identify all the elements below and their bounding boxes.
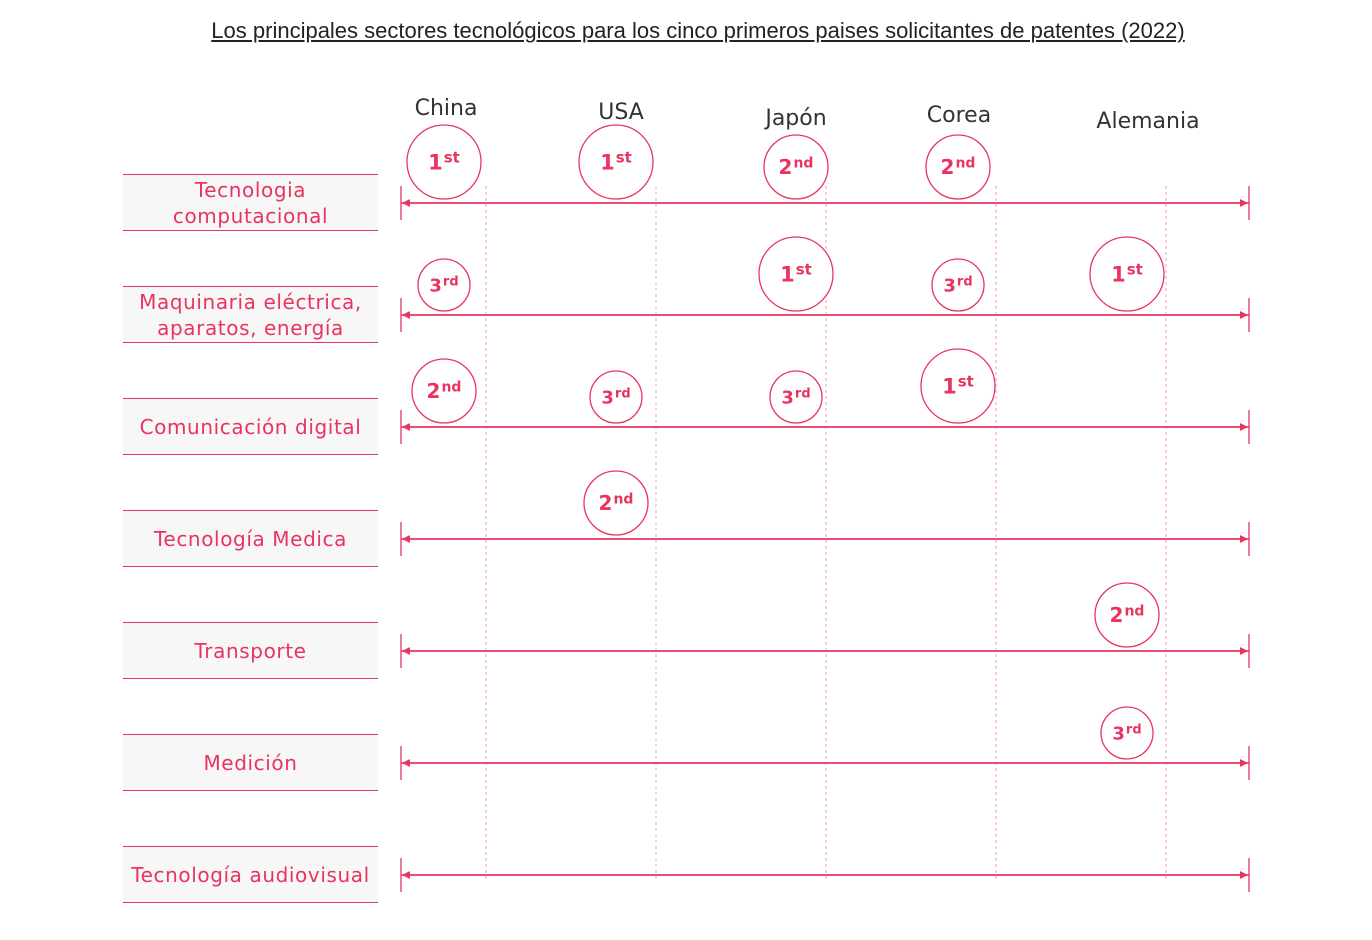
column-label-alemania: Alemania: [1096, 109, 1200, 134]
row-line-0: [401, 186, 1249, 220]
rank-badge-alemania-1: [1090, 237, 1164, 311]
rank-badge-usa-2: [590, 371, 642, 423]
svg-text:3rd: 3rd: [601, 386, 631, 409]
column-label-japon: Japón: [765, 106, 827, 131]
svg-text:3rd: 3rd: [1112, 722, 1142, 745]
rank-badge-japón-1: [759, 237, 833, 311]
row-line-6: [401, 858, 1249, 892]
rank-badge-alemania-5: [1101, 707, 1153, 759]
rank-badge-corea-1: [932, 259, 984, 311]
rank-badge-japón-0: [764, 135, 828, 199]
rank-badge-usa-3: [584, 471, 648, 535]
svg-text:1st: 1st: [600, 148, 632, 175]
chart-title: Los principales sectores tecnológicos para los cinco primeros paises solicitantes de patentes (2022): [211, 18, 1185, 43]
column-label-corea: Corea: [926, 103, 992, 128]
row-label-medicion: Medición: [123, 734, 378, 791]
row-label-maquinaria-electrica: Maquinaria eléctrica, aparatos, energía: [123, 286, 378, 343]
rank-badge-china-2: [412, 359, 476, 423]
row-line-2: [401, 410, 1249, 444]
rank-badge-corea-2: [921, 349, 995, 423]
svg-text:1st: 1st: [1111, 260, 1143, 287]
svg-text:3rd: 3rd: [429, 274, 459, 297]
svg-text:1st: 1st: [942, 372, 974, 399]
row-label-tecnologia-medica: Tecnología Medica: [123, 510, 378, 567]
column-label-china: China: [414, 96, 478, 121]
rank-badge-china-1: [418, 259, 470, 311]
rank-badge-usa-0: [579, 125, 653, 199]
rank-badges: [407, 125, 1164, 759]
row-label-tecnologia-audiovisual: Tecnología audiovisual: [123, 846, 378, 903]
row-label-comunicacion-digital: Comunicación digital: [123, 398, 378, 455]
svg-text:1st: 1st: [780, 260, 812, 287]
row-line-3: [401, 522, 1249, 556]
row-label-tecnologia-computacional: Tecnologia computacional: [123, 174, 378, 231]
svg-text:2nd: 2nd: [426, 379, 462, 403]
column-label-usa: USA: [598, 100, 644, 125]
svg-text:2nd: 2nd: [1109, 603, 1145, 627]
rank-badge-china-0: [407, 125, 481, 199]
svg-text:3rd: 3rd: [781, 386, 811, 409]
svg-text:2nd: 2nd: [778, 155, 814, 179]
svg-text:2nd: 2nd: [940, 155, 976, 179]
svg-text:1st: 1st: [428, 148, 460, 175]
svg-text:2nd: 2nd: [598, 491, 634, 515]
rank-badge-corea-0: [926, 135, 990, 199]
row-label-transporte: Transporte: [123, 622, 378, 679]
rank-badge-japón-2: [770, 371, 822, 423]
svg-text:3rd: 3rd: [943, 274, 973, 297]
rank-badge-alemania-4: [1095, 583, 1159, 647]
